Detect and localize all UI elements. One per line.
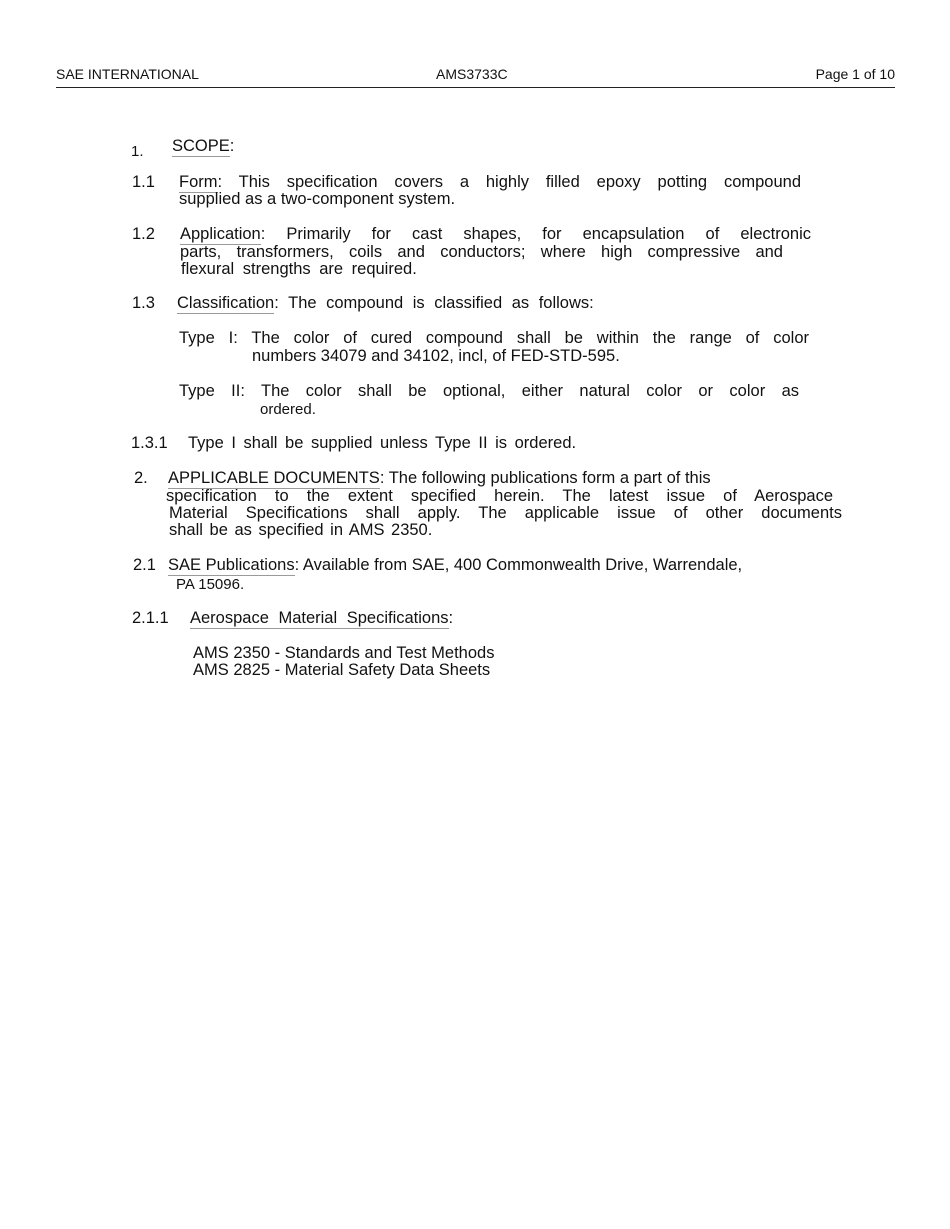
section-2-1-number: 2.1	[133, 556, 156, 574]
section-1-1-line-1: Form: This specification covers a highly filled epoxy potting compound	[179, 173, 801, 191]
section-1-1-line-2: supplied as a two-component system.	[179, 190, 456, 208]
section-1-2-line-2: parts, transformers, coils and conductors; where high compressive and	[180, 243, 783, 261]
header-org: SAE INTERNATIONAL	[56, 66, 199, 82]
section-1-title: SCOPE	[172, 137, 230, 155]
section-2-line-2: specification to the extent specified herein. The latest issue of Aerospace	[166, 487, 833, 505]
section-1-2-title: Application	[180, 225, 261, 243]
type-1-line-1: Type I: The color of cured compound shall be within the range of color	[179, 329, 809, 347]
section-1-2-line-1: Application: Primarily for cast shapes, for encapsulation of electronic	[180, 225, 811, 243]
type-2-line-2: ordered.	[260, 401, 316, 418]
section-1-3-1-text: Type I shall be supplied unless Type II is ordered.	[188, 434, 577, 452]
section-2-line-4: shall be as specified in AMS 2350.	[169, 521, 433, 539]
section-2-line-3: Material Specifications shall apply. The applicable issue of other documents	[169, 504, 842, 522]
section-1-3-line-1: Classification: The compound is classified as follows:	[177, 294, 594, 312]
section-2-1-1-title: Aerospace Material Specifications	[190, 609, 449, 627]
header-page-number: Page 1 of 10	[815, 66, 895, 82]
section-1-3-title: Classification	[177, 294, 275, 312]
type-2-line-1: Type II: The color shall be optional, either natural color or color as	[179, 382, 799, 400]
section-2-title: APPLICABLE DOCUMENTS	[168, 469, 380, 487]
reference-item: AMS 2350 - Standards and Test Methods	[193, 644, 495, 662]
section-1-number: 1.	[131, 143, 144, 160]
type-1-line-2: numbers 34079 and 34102, incl, of FED-STD-595.	[252, 347, 620, 365]
header-doc-number: AMS3733C	[436, 66, 508, 82]
section-1-3-1-number: 1.3.1	[131, 434, 168, 452]
reference-item: AMS 2825 - Material Safety Data Sheets	[193, 661, 491, 679]
section-1-1-title: Form	[179, 173, 218, 191]
header-divider	[56, 87, 895, 88]
section-2-1-title: SAE Publications	[168, 556, 295, 574]
section-2-1-1-number: 2.1.1	[132, 609, 169, 627]
section-2-1-1-heading: Aerospace Material Specifications:	[190, 609, 454, 627]
section-2-line-1: APPLICABLE DOCUMENTS: The following publications form a part of this	[168, 469, 711, 487]
section-2-1-line-2: PA 15096.	[176, 576, 245, 593]
section-1-1-number: 1.1	[132, 173, 155, 191]
section-1-3-number: 1.3	[132, 294, 155, 312]
section-1-heading: SCOPE:	[172, 137, 235, 155]
section-1-2-number: 1.2	[132, 225, 155, 243]
section-1-2-line-3: flexural strengths are required.	[181, 260, 417, 278]
section-2-number: 2.	[134, 469, 148, 487]
section-2-1-line-1: SAE Publications: Available from SAE, 400 Commonwealth Drive, Warrendale,	[168, 556, 743, 574]
